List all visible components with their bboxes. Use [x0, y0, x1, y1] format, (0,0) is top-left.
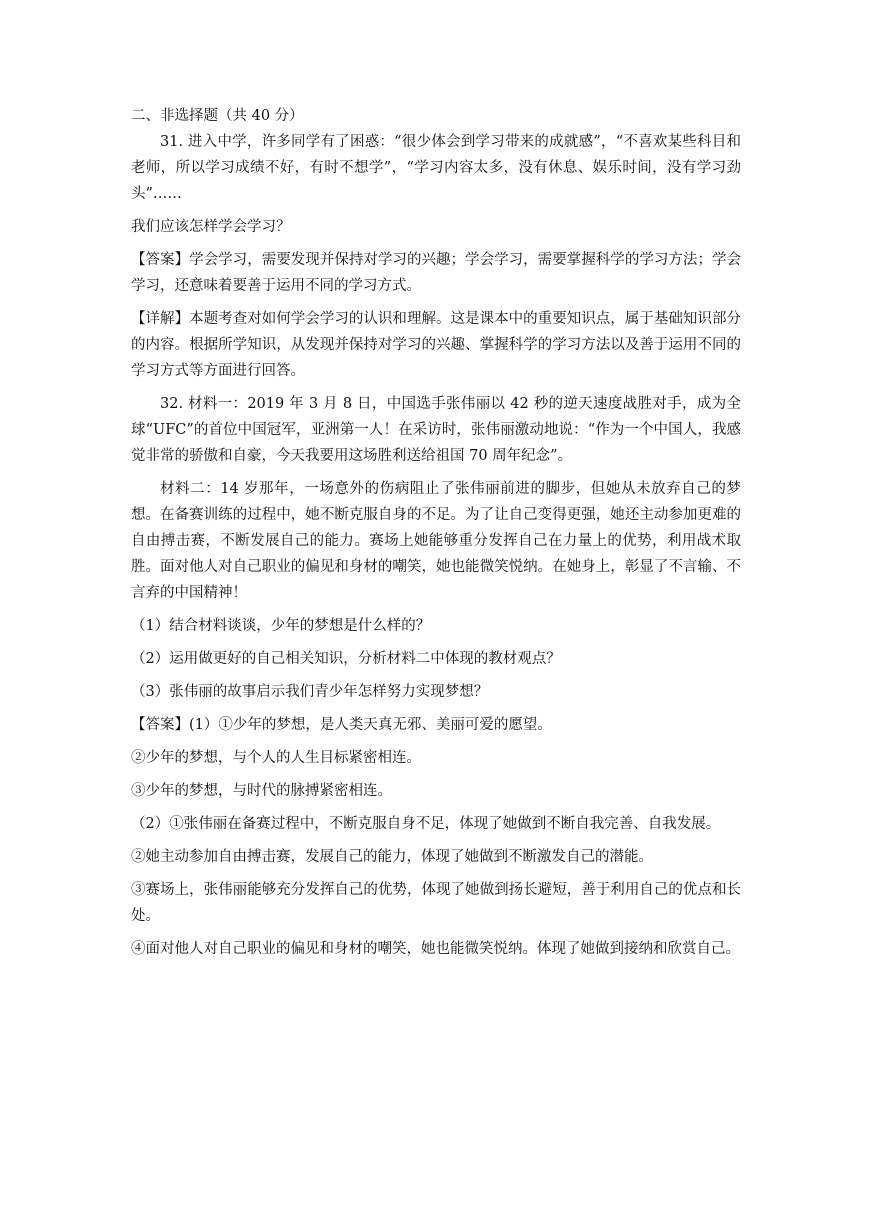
- question-32-answer-line-2: ②少年的梦想，与个人的人生目标紧密相连。: [131, 750, 421, 766]
- question-32-material-2: 材料二：14 岁那年，一场意外的伤病阻止了张伟丽前进的脚步，但她从未放弃自己的梦想。在备赛训练的过程中，她不断克服自身的不足。为了让自己变得更强，她还主动参加更难的自由搏击赛，不断发展自己的能力。赛场上她能够重分发挥自己在力量上的优势，利用战术取胜。面对他人对自己职业的偏见和身材的嘲笑，她也能微笑悦纳。在她身上，彰显了不言输、不言弃的中国精神！: [131, 481, 741, 601]
- section-heading: 二、非选择题（共 40 分）: [131, 108, 304, 124]
- document-page: [131, 103, 741, 962]
- question-31-prompt: 31. 进入中学，许多同学有了困惑：“很少体会到学习带来的成就感”，“不喜欢某些科目和老师，所以学习成绩不好，有时不想学”，“学习内容太多，没有休息、娱乐时间，没有学习劲头”……: [131, 134, 741, 202]
- question-32-sub-question-3: （3）张伟丽的故事启示我们青少年怎样努力实现梦想？: [131, 684, 489, 700]
- question-32-sub-question-2: （2）运用做更好的自己相关知识，分析材料二中体现的教材观点？: [131, 651, 561, 667]
- question-31-detail: 【详解】本题考查对如何学会学习的认识和理解。这是课本中的重要知识点，属于基础知识部分的内容。根据所学知识，从发现并保持对学习的兴趣、掌握科学的学习方法以及善于运用不同的学习方式等方面进行回答。: [131, 311, 741, 379]
- question-31-question: 我们应该怎样学会学习？: [131, 219, 291, 235]
- question-31-answer: 【答案】学会学习，需要发现并保持对学习的兴趣；学会学习，需要掌握科学的学习方法；学会学习，还意味着要善于运用不同的学习方式。: [131, 252, 741, 294]
- question-32-answer-line-7: ④面对他人对自己职业的偏见和身材的嘲笑，她也能微笑悦纳。体现了她做到接纳和欣赏自己。: [131, 941, 740, 957]
- question-32-answer-line-5: ②她主动参加自由搏击赛，发展自己的能力，体现了她做到不断激发自己的潜能。: [131, 849, 653, 865]
- question-32-answer-line-4: （2）①张伟丽在备赛过程中，不断克服自身不足，体现了她做到不断自我完善、自我发展。: [131, 816, 721, 832]
- question-32-answer-line-1: 【答案】(1）①少年的梦想，是人类天真无邪、美丽可爱的愿望。: [131, 717, 552, 733]
- question-32-sub-question-1: （1）结合材料谈谈，少年的梦想是什么样的？: [131, 618, 431, 634]
- question-32-answer-line-6: ③赛场上，张伟丽能够充分发挥自己的优势，体现了她做到扬长避短，善于利用自己的优点和长处。: [131, 882, 741, 924]
- question-32-answer-line-3: ③少年的梦想，与时代的脉搏紧密相连。: [131, 783, 392, 799]
- question-32-material-1: 32. 材料一：2019 年 3 月 8 日，中国选手张伟丽以 42 秒的逆天速度战胜对手，成为全球“UFC”的首位中国冠军，亚洲第一人！在采访时，张伟丽激动地说：“作为一个中国人，我感觉非常的骄傲和自豪，今天我要用这场胜利送给祖国 70 周年纪念”。: [131, 396, 741, 464]
